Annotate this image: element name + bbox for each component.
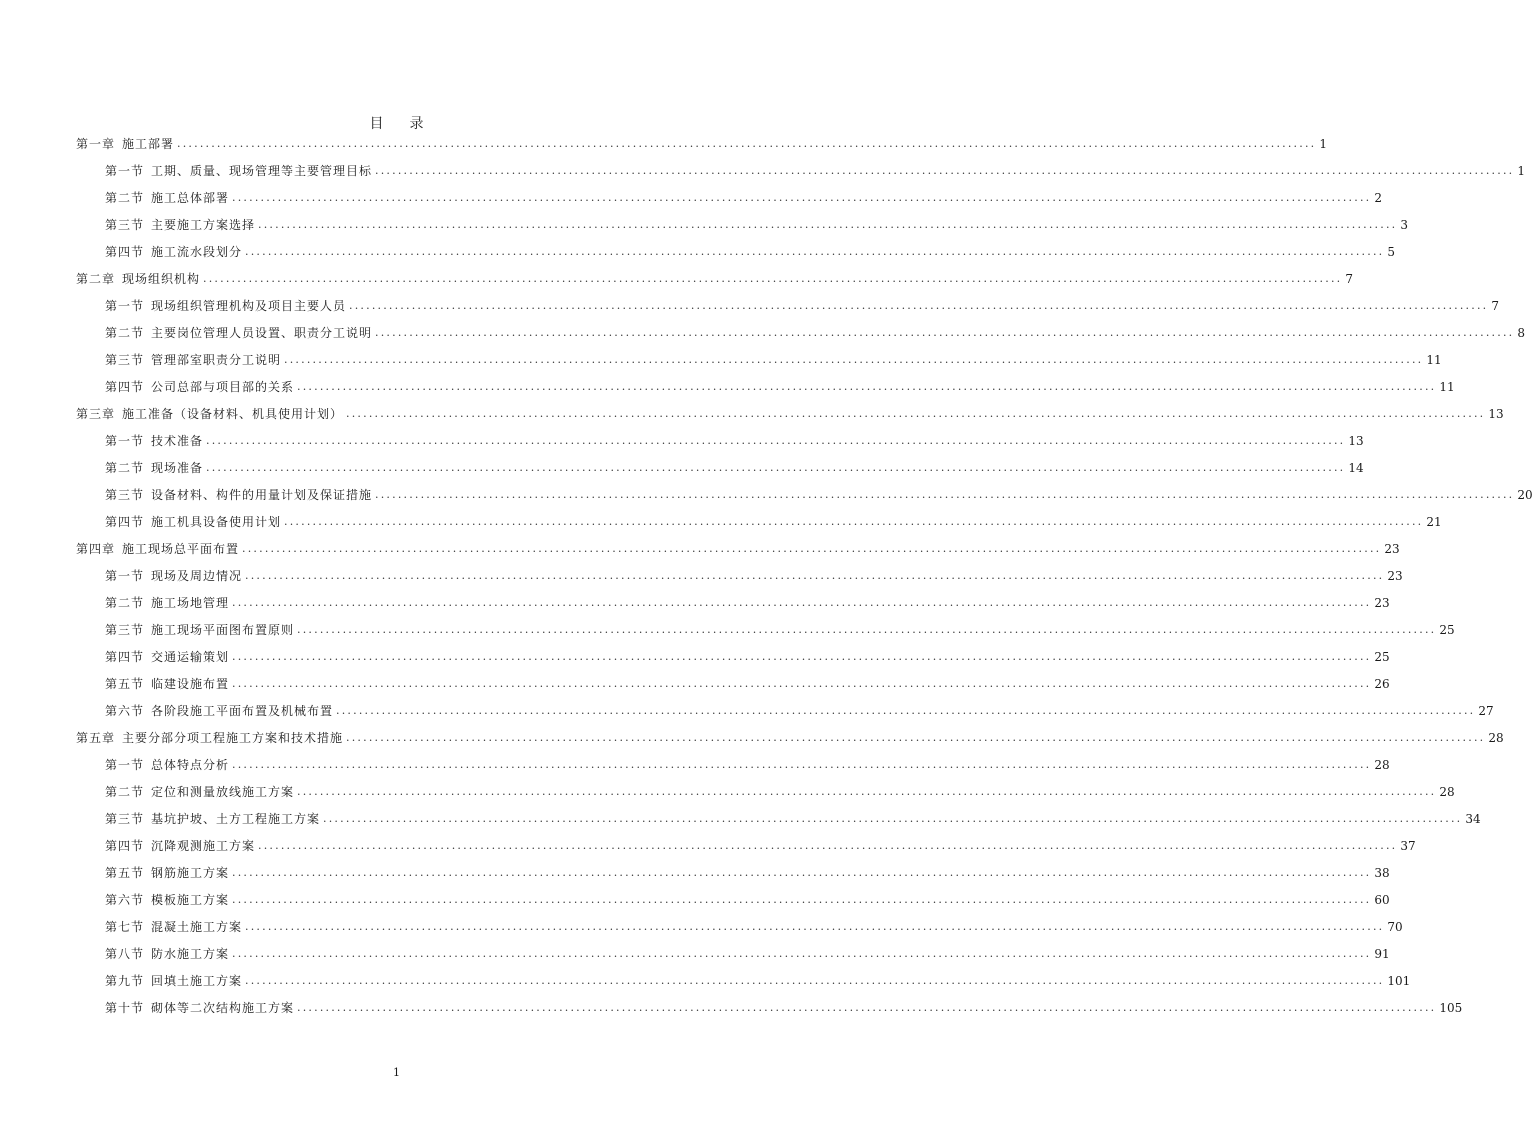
toc-page-number: 1 xyxy=(1517,163,1525,178)
toc-entry-title: 现场及周边情况 xyxy=(151,569,243,583)
toc-entry-number: 第六节 xyxy=(105,704,145,718)
toc-entry-number: 第三节 xyxy=(105,353,145,367)
toc-entry-number: 第一节 xyxy=(105,758,145,772)
toc-section-entry[interactable] xyxy=(0,427,1364,454)
toc-entry-title: 基坑护坡、土方工程施工方案 xyxy=(151,812,321,826)
toc-entry-label xyxy=(105,999,294,1016)
toc-entry-label xyxy=(105,297,346,314)
toc-entry-label xyxy=(105,378,294,395)
toc-leader-dots: ........................................................................................................................................................................................................ xyxy=(232,191,1372,204)
toc-entry-label xyxy=(105,486,372,503)
toc-entry-label xyxy=(105,675,229,692)
toc-leader-dots: ........................................................................................................................................................................................................ xyxy=(245,920,1385,933)
toc-entry-number: 第一章 xyxy=(76,137,116,151)
toc-entry-title: 设备材料、构件的用量计划及保证措施 xyxy=(151,488,373,502)
toc-page-number: 70 xyxy=(1387,919,1403,934)
toc-leader-dots: ........................................................................................................................................................................................................ xyxy=(284,515,1424,528)
toc-entry-title: 施工总体部署 xyxy=(151,191,230,205)
toc-leader-dots: ........................................................................................................................................................................................................ xyxy=(297,623,1437,636)
toc-entry-label xyxy=(76,540,239,557)
toc-entry-number: 第三节 xyxy=(105,488,145,502)
toc-entry-number: 第四节 xyxy=(105,515,145,529)
toc-entry-title: 公司总部与项目部的关系 xyxy=(151,380,295,394)
toc-section-entry[interactable] xyxy=(0,643,1390,670)
toc-section-entry[interactable] xyxy=(0,670,1390,697)
toc-section-entry[interactable] xyxy=(0,562,1403,589)
toc-entry-label xyxy=(76,729,343,746)
toc-section-entry[interactable] xyxy=(0,508,1442,535)
toc-section-entry[interactable] xyxy=(0,778,1455,805)
toc-section-entry[interactable] xyxy=(0,886,1390,913)
toc-entry-number: 第五章 xyxy=(76,731,116,745)
toc-leader-dots: ........................................................................................................................................................................................................ xyxy=(232,866,1372,879)
toc-entry-title: 施工场地管理 xyxy=(151,596,230,610)
toc-entry-title: 砌体等二次结构施工方案 xyxy=(151,1001,295,1015)
toc-entry-number: 第二节 xyxy=(105,785,145,799)
toc-entry-number: 第一节 xyxy=(105,299,145,313)
toc-leader-dots: ........................................................................................................................................................................................................ xyxy=(232,947,1372,960)
toc-title-char-2: 录 xyxy=(409,116,424,132)
toc-entry-title: 施工准备（设备材料、机具使用计划） xyxy=(122,407,344,421)
toc-page-number: 8 xyxy=(1517,325,1525,340)
toc-page-number: 11 xyxy=(1439,379,1455,394)
toc-leader-dots: ........................................................................................................................................................................................................ xyxy=(232,596,1372,609)
toc-entry-title: 交通运输策划 xyxy=(151,650,230,664)
toc-entry-title: 工期、质量、现场管理等主要管理目标 xyxy=(151,164,373,178)
toc-entry-number: 第二章 xyxy=(76,272,116,286)
toc-entry-number: 第二节 xyxy=(105,596,145,610)
toc-entry-label xyxy=(105,432,203,449)
toc-entry-title: 总体特点分析 xyxy=(151,758,230,772)
toc-leader-dots: ........................................................................................................................................................................................................ xyxy=(349,299,1489,312)
toc-entry-title: 施工部署 xyxy=(122,137,175,151)
toc-entry-label xyxy=(105,162,372,179)
toc-page-number: 14 xyxy=(1348,460,1364,475)
toc-entry-title: 现场准备 xyxy=(151,461,204,475)
toc-entry-label xyxy=(105,621,294,638)
toc-section-entry[interactable] xyxy=(0,157,1525,184)
toc-leader-dots: ........................................................................................................................................................................................................ xyxy=(232,677,1372,690)
toc-page-number: 23 xyxy=(1384,541,1400,556)
toc-entry-label xyxy=(105,513,281,530)
toc-entry-number: 第三章 xyxy=(76,407,116,421)
toc-page-number: 7 xyxy=(1491,298,1499,313)
toc-leader-dots: ........................................................................................................................................................................................................ xyxy=(177,137,1317,150)
toc-entry-number: 第二节 xyxy=(105,191,145,205)
toc-leader-dots: ........................................................................................................................................................................................................ xyxy=(375,488,1515,501)
toc-section-entry[interactable] xyxy=(0,994,1463,1021)
toc-page-number: 13 xyxy=(1488,406,1504,421)
toc-page-number: 3 xyxy=(1400,217,1408,232)
toc-entry-label xyxy=(105,594,229,611)
toc-chapter-entry[interactable] xyxy=(0,535,1400,562)
toc-section-entry[interactable] xyxy=(0,832,1416,859)
toc-page-number: 25 xyxy=(1374,649,1390,664)
toc-entry-number: 第十节 xyxy=(105,1001,145,1015)
toc-leader-dots: ........................................................................................................................................................................................................ xyxy=(375,326,1515,339)
toc-leader-dots: ........................................................................................................................................................................................................ xyxy=(375,164,1515,177)
toc-entry-label xyxy=(105,216,255,233)
toc-entry-title: 施工机具设备使用计划 xyxy=(151,515,282,529)
toc-entry-title: 主要分部分项工程施工方案和技术措施 xyxy=(122,731,344,745)
toc-entry-title: 防水施工方案 xyxy=(151,947,230,961)
toc-entry-title: 模板施工方案 xyxy=(151,893,230,907)
toc-leader-dots: ........................................................................................................................................................................................................ xyxy=(232,758,1372,771)
toc-entry-title: 定位和测量放线施工方案 xyxy=(151,785,295,799)
toc-page-number: 2 xyxy=(1374,190,1382,205)
toc-entry-title: 管理部室职责分工说明 xyxy=(151,353,282,367)
toc-chapter-entry[interactable] xyxy=(0,265,1353,292)
toc-entry-number: 第一节 xyxy=(105,164,145,178)
toc-entry-number: 第三节 xyxy=(105,812,145,826)
toc-leader-dots: ........................................................................................................................................................................................................ xyxy=(206,461,1346,474)
toc-page-number: 27 xyxy=(1478,703,1494,718)
toc-list xyxy=(0,130,1533,1021)
toc-leader-dots: ........................................................................................................................................................................................................ xyxy=(297,380,1437,393)
toc-entry-label xyxy=(105,972,242,989)
toc-section-entry[interactable] xyxy=(0,211,1408,238)
toc-page-number: 23 xyxy=(1387,568,1403,583)
toc-page-number: 28 xyxy=(1488,730,1504,745)
toc-entry-label xyxy=(105,567,242,584)
toc-entry-label xyxy=(105,891,229,908)
toc-page-number: 105 xyxy=(1439,1000,1463,1015)
toc-page-number: 25 xyxy=(1439,622,1455,637)
toc-entry-number: 第四节 xyxy=(105,380,145,394)
toc-leader-dots: ........................................................................................................................................................................................................ xyxy=(203,272,1343,285)
toc-page-number: 1 xyxy=(1319,136,1327,151)
toc-entry-label xyxy=(105,243,242,260)
toc-section-entry[interactable] xyxy=(0,184,1382,211)
toc-section-entry[interactable] xyxy=(0,859,1390,886)
toc-section-entry[interactable] xyxy=(0,697,1494,724)
toc-section-entry[interactable] xyxy=(0,319,1525,346)
toc-section-entry[interactable] xyxy=(0,346,1442,373)
toc-leader-dots: ........................................................................................................................................................................................................ xyxy=(284,353,1424,366)
toc-entry-title: 临建设施布置 xyxy=(151,677,230,691)
toc-leader-dots: ........................................................................................................................................................................................................ xyxy=(258,218,1398,231)
toc-section-entry[interactable] xyxy=(0,616,1455,643)
toc-leader-dots: ........................................................................................................................................................................................................ xyxy=(245,569,1385,582)
toc-page-number: 11 xyxy=(1426,352,1442,367)
toc-entry-number: 第七节 xyxy=(105,920,145,934)
toc-section-entry[interactable] xyxy=(0,913,1403,940)
toc-entry-label xyxy=(105,756,229,773)
toc-entry-label xyxy=(105,864,229,881)
toc-leader-dots: ........................................................................................................................................................................................................ xyxy=(346,407,1486,420)
toc-entry-number: 第四节 xyxy=(105,245,145,259)
toc-leader-dots: ........................................................................................................................................................................................................ xyxy=(206,434,1346,447)
toc-entry-label xyxy=(105,837,255,854)
toc-section-entry[interactable] xyxy=(0,481,1533,508)
toc-leader-dots: ........................................................................................................................................................................................................ xyxy=(245,245,1385,258)
toc-entry-title: 各阶段施工平面布置及机械布置 xyxy=(151,704,334,718)
toc-page-number: 60 xyxy=(1374,892,1390,907)
toc-entry-number: 第九节 xyxy=(105,974,145,988)
toc-entry-label xyxy=(76,405,343,422)
toc-page-number: 5 xyxy=(1387,244,1395,259)
page-number: 1 xyxy=(393,1066,400,1079)
toc-entry-number: 第六节 xyxy=(105,893,145,907)
toc-entry-title: 施工现场平面图布置原则 xyxy=(151,623,295,637)
toc-chapter-entry[interactable] xyxy=(0,400,1504,427)
toc-chapter-entry[interactable] xyxy=(0,130,1327,157)
toc-section-entry[interactable] xyxy=(0,238,1395,265)
toc-leader-dots: ........................................................................................................................................................................................................ xyxy=(297,1001,1437,1014)
toc-leader-dots: ........................................................................................................................................................................................................ xyxy=(258,839,1398,852)
toc-entry-label xyxy=(76,135,174,152)
toc-section-entry[interactable] xyxy=(0,292,1499,319)
toc-entry-label xyxy=(105,459,203,476)
toc-entry-label xyxy=(105,648,229,665)
toc-page-number: 26 xyxy=(1374,676,1390,691)
toc-entry-label xyxy=(76,270,200,287)
toc-section-entry[interactable] xyxy=(0,373,1455,400)
toc-leader-dots: ........................................................................................................................................................................................................ xyxy=(346,731,1486,744)
toc-leader-dots: ........................................................................................................................................................................................................ xyxy=(245,974,1385,987)
toc-page-number: 21 xyxy=(1426,514,1442,529)
toc-entry-title: 施工现场总平面布置 xyxy=(122,542,240,556)
toc-leader-dots: ........................................................................................................................................................................................................ xyxy=(242,542,1382,555)
toc-section-entry[interactable] xyxy=(0,967,1411,994)
toc-entry-label xyxy=(105,702,333,719)
toc-page-number: 34 xyxy=(1465,811,1481,826)
toc-section-entry[interactable] xyxy=(0,940,1390,967)
toc-entry-number: 第二节 xyxy=(105,326,145,340)
toc-entry-title: 技术准备 xyxy=(151,434,204,448)
toc-section-entry[interactable] xyxy=(0,805,1481,832)
toc-entry-title: 混凝土施工方案 xyxy=(151,920,243,934)
toc-entry-label xyxy=(105,351,281,368)
toc-page-number: 13 xyxy=(1348,433,1364,448)
toc-entry-number: 第二节 xyxy=(105,461,145,475)
toc-entry-label xyxy=(105,918,242,935)
toc-title-char-1: 目 xyxy=(369,116,384,132)
toc-entry-title: 现场组织管理机构及项目主要人员 xyxy=(151,299,347,313)
toc-entry-title: 施工流水段划分 xyxy=(151,245,243,259)
toc-entry-number: 第五节 xyxy=(105,677,145,691)
toc-section-entry[interactable] xyxy=(0,454,1364,481)
toc-entry-number: 第四节 xyxy=(105,650,145,664)
toc-page-number: 38 xyxy=(1374,865,1390,880)
toc-leader-dots: ........................................................................................................................................................................................................ xyxy=(323,812,1463,825)
toc-entry-number: 第一节 xyxy=(105,569,145,583)
toc-page-number: 23 xyxy=(1374,595,1390,610)
toc-entry-number: 第一节 xyxy=(105,434,145,448)
toc-entry-title: 现场组织机构 xyxy=(122,272,201,286)
toc-page-number: 7 xyxy=(1345,271,1353,286)
toc-entry-title: 主要施工方案选择 xyxy=(151,218,256,232)
toc-entry-label xyxy=(105,783,294,800)
toc-entry-label xyxy=(105,324,372,341)
toc-entry-number: 第三节 xyxy=(105,623,145,637)
toc-entry-label xyxy=(105,945,229,962)
toc-page-number: 101 xyxy=(1387,973,1411,988)
toc-page-number: 91 xyxy=(1374,946,1390,961)
toc-section-entry[interactable] xyxy=(0,751,1390,778)
toc-leader-dots: ........................................................................................................................................................................................................ xyxy=(232,893,1372,906)
toc-entry-label xyxy=(105,810,320,827)
toc-entry-number: 第八节 xyxy=(105,947,145,961)
toc-chapter-entry[interactable] xyxy=(0,724,1504,751)
toc-entry-label xyxy=(105,189,229,206)
toc-entry-title: 回填土施工方案 xyxy=(151,974,243,988)
toc-section-entry[interactable] xyxy=(0,589,1390,616)
toc-entry-title: 主要岗位管理人员设置、职责分工说明 xyxy=(151,326,373,340)
toc-leader-dots: ........................................................................................................................................................................................................ xyxy=(297,785,1437,798)
toc-entry-number: 第五节 xyxy=(105,866,145,880)
toc-entry-number: 第四章 xyxy=(76,542,116,556)
toc-page-number: 20 xyxy=(1517,487,1533,502)
toc-entry-title: 钢筋施工方案 xyxy=(151,866,230,880)
toc-entry-number: 第四节 xyxy=(105,839,145,853)
toc-leader-dots: ........................................................................................................................................................................................................ xyxy=(336,704,1476,717)
toc-page-number: 28 xyxy=(1374,757,1390,772)
toc-page-number: 37 xyxy=(1400,838,1416,853)
toc-entry-title: 沉降观测施工方案 xyxy=(151,839,256,853)
toc-entry-number: 第三节 xyxy=(105,218,145,232)
toc-page-number: 28 xyxy=(1439,784,1455,799)
toc-leader-dots: ........................................................................................................................................................................................................ xyxy=(232,650,1372,663)
